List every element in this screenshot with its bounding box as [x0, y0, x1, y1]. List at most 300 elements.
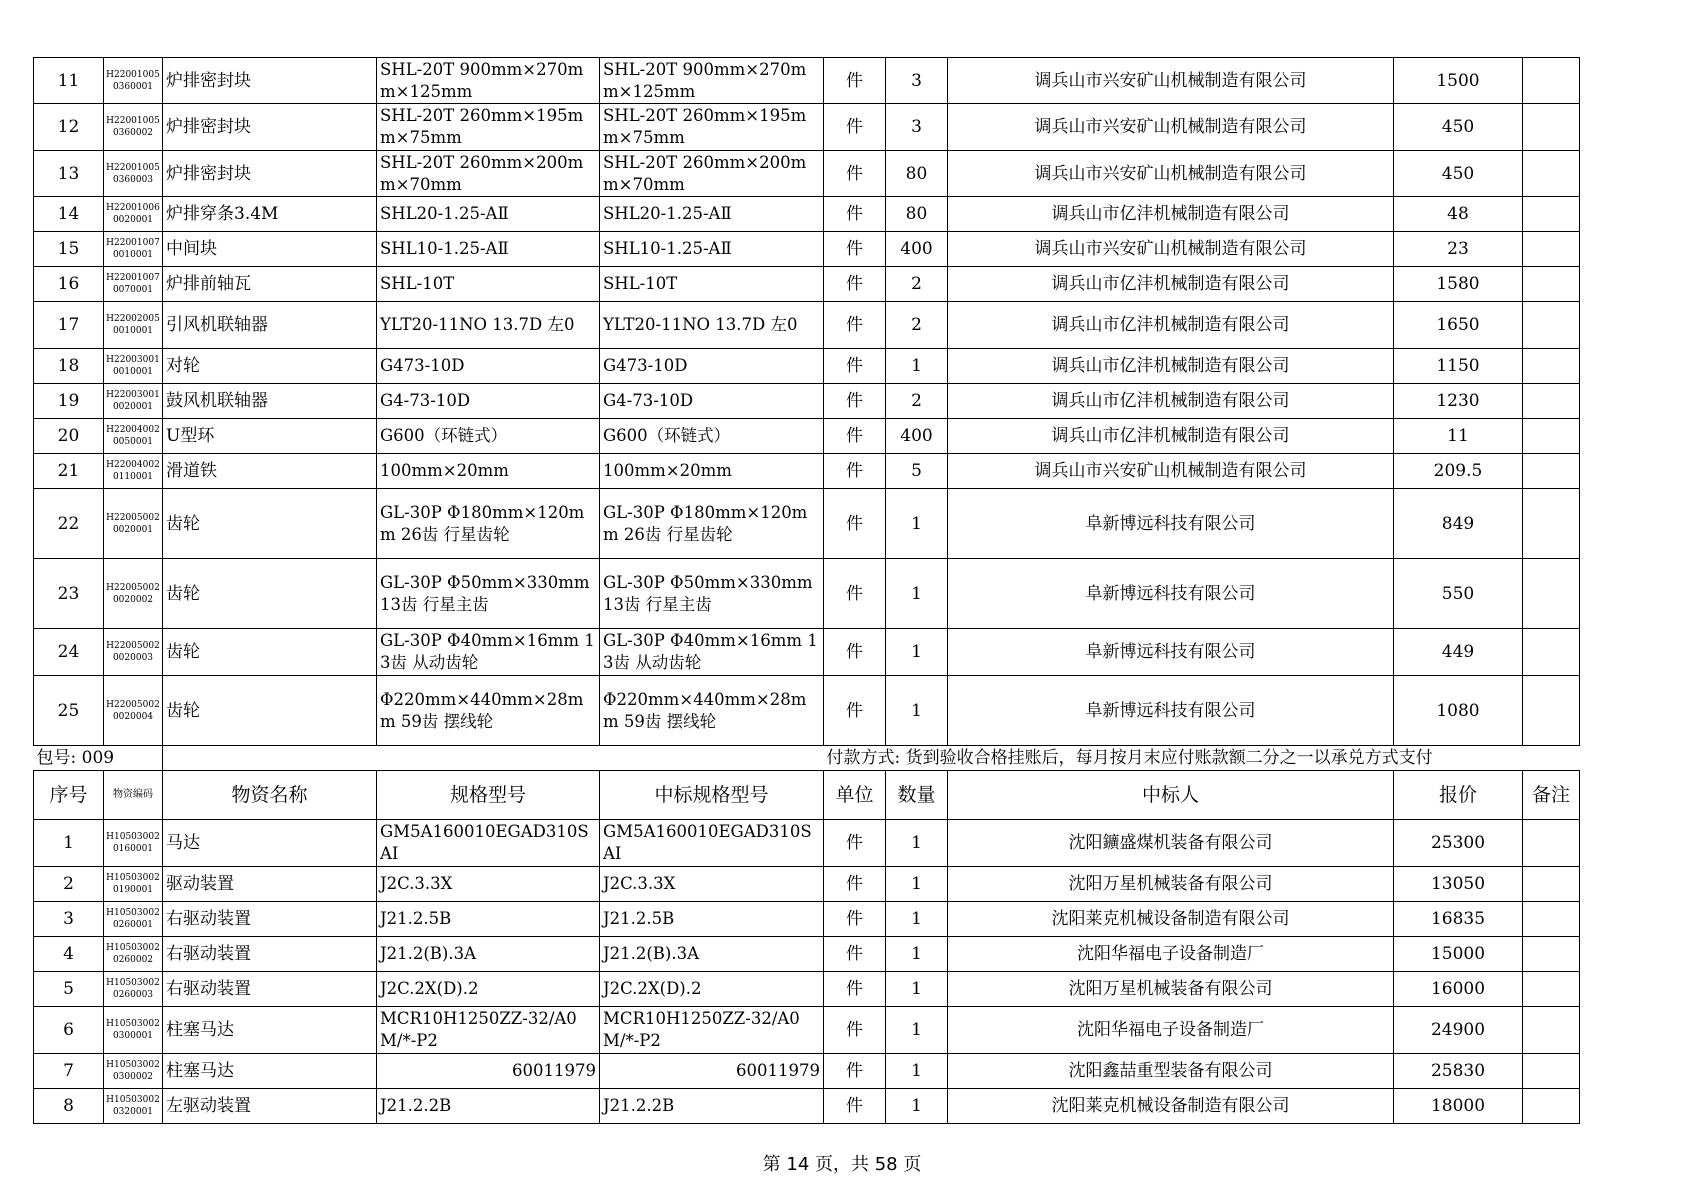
row-code — [104, 1007, 163, 1054]
row-no: 5 — [34, 972, 104, 1007]
row-code-part2: 0010001 — [112, 250, 154, 260]
row-code-part1: H22005002 — [106, 512, 160, 523]
row-code — [104, 454, 163, 489]
row-name: 右驱动装置 — [163, 972, 377, 1007]
table-row — [34, 197, 1580, 232]
table-row — [34, 1054, 1580, 1089]
row-remark — [1523, 489, 1580, 559]
row-qty: 2 — [886, 384, 948, 419]
row-bid-spec: J2C.2X(D).2 — [600, 972, 824, 1007]
row-code — [104, 104, 163, 151]
row-price: 13050 — [1394, 867, 1523, 902]
table-row — [34, 151, 1580, 197]
row-code-part1: H22005002 — [106, 582, 160, 593]
row-no: 19 — [34, 384, 104, 419]
row-unit: 件 — [824, 1007, 886, 1054]
row-winner: 阜新博远科技有限公司 — [948, 489, 1394, 559]
row-unit: 件 — [824, 419, 886, 454]
row-spec: J21.2.2B — [377, 1089, 600, 1124]
row-winner: 调兵山市亿沣机械制造有限公司 — [948, 197, 1394, 232]
row-bid-spec: GL-30P Φ180mm×120mm 26齿 行星齿轮 — [600, 489, 824, 559]
table-row — [34, 1007, 1580, 1054]
row-bid-spec: Φ220mm×440mm×28mm 59齿 摆线轮 — [600, 676, 824, 746]
row-spec: J21.2(B).3A — [377, 937, 600, 972]
row-remark — [1523, 302, 1580, 349]
row-qty: 1 — [886, 820, 948, 867]
row-qty: 1 — [886, 1054, 948, 1089]
row-unit: 件 — [824, 937, 886, 972]
table-row — [34, 629, 1580, 676]
row-spec: 60011979 — [377, 1054, 600, 1089]
row-remark — [1523, 972, 1580, 1007]
row-unit: 件 — [824, 559, 886, 629]
row-code-part1: H22005002 — [106, 641, 160, 651]
header-no: 序号 — [34, 771, 104, 820]
row-code-part1: H22004002 — [106, 460, 160, 470]
row-code — [104, 867, 163, 902]
row-no: 2 — [34, 867, 104, 902]
row-unit: 件 — [824, 302, 886, 349]
row-name: 齿轮 — [163, 489, 377, 559]
row-code-part1: H22001005 — [106, 162, 160, 173]
row-code — [104, 267, 163, 302]
row-spec: G4-73-10D — [377, 384, 600, 419]
row-code-part2: 0020001 — [112, 402, 154, 412]
row-winner: 沈阳鑫喆重型装备有限公司 — [948, 1054, 1394, 1089]
row-spec: GM5A160010EGAD310SAI — [377, 820, 600, 867]
row-winner: 沈阳莱克机械设备制造有限公司 — [948, 902, 1394, 937]
row-qty: 2 — [886, 302, 948, 349]
table-row — [34, 454, 1580, 489]
table-row — [34, 867, 1580, 902]
row-code-part1: H22001005 — [106, 116, 160, 126]
row-code-part1: H22005002 — [106, 699, 160, 710]
row-remark — [1523, 867, 1580, 902]
row-name: 炉排密封块 — [163, 151, 377, 197]
row-name: 引风机联轴器 — [163, 302, 377, 349]
row-remark — [1523, 58, 1580, 104]
row-price: 24900 — [1394, 1007, 1523, 1054]
row-name: 右驱动装置 — [163, 937, 377, 972]
row-bid-spec: SHL10-1.25-AⅡ — [600, 232, 824, 267]
row-remark — [1523, 104, 1580, 151]
row-code — [104, 151, 163, 197]
row-name: 左驱动装置 — [163, 1089, 377, 1124]
row-code-part2: 0320001 — [112, 1107, 154, 1117]
row-code — [104, 559, 163, 629]
row-winner: 调兵山市兴安矿山机械制造有限公司 — [948, 104, 1394, 151]
row-code-part1: H10503002 — [106, 1095, 160, 1105]
row-code — [104, 384, 163, 419]
row-unit: 件 — [824, 58, 886, 104]
row-winner: 调兵山市亿沣机械制造有限公司 — [948, 349, 1394, 384]
row-code — [104, 1089, 163, 1124]
section1-body — [34, 58, 1580, 746]
row-bid-spec: GL-30P Φ50mm×330mm 13齿 行星主齿 — [600, 559, 824, 629]
row-spec: SHL-20T 260mm×195mm×75mm — [377, 104, 600, 151]
row-winner: 调兵山市亿沣机械制造有限公司 — [948, 267, 1394, 302]
row-winner: 阜新博远科技有限公司 — [948, 676, 1394, 746]
table-row — [34, 104, 1580, 151]
row-qty: 400 — [886, 419, 948, 454]
row-name: 齿轮 — [163, 629, 377, 676]
table-row — [34, 58, 1580, 104]
row-code-part1: H10503002 — [106, 943, 160, 953]
row-winner: 调兵山市亿沣机械制造有限公司 — [948, 419, 1394, 454]
row-qty: 1 — [886, 559, 948, 629]
row-spec: GL-30P Φ180mm×120mm 26齿 行星齿轮 — [377, 489, 600, 559]
row-price: 11 — [1394, 419, 1523, 454]
row-code — [104, 419, 163, 454]
bid-table — [33, 57, 1580, 1124]
row-code-part2: 0360001 — [112, 81, 154, 92]
row-code-part2: 0360003 — [112, 174, 154, 185]
table-row — [34, 489, 1580, 559]
row-name: 右驱动装置 — [163, 902, 377, 937]
row-code-part2: 0300002 — [112, 1072, 154, 1082]
row-name: 炉排前轴瓦 — [163, 267, 377, 302]
row-spec: SHL-10T — [377, 267, 600, 302]
row-remark — [1523, 232, 1580, 267]
table-row — [34, 267, 1580, 302]
row-bid-spec: J21.2.2B — [600, 1089, 824, 1124]
row-bid-spec: SHL-10T — [600, 267, 824, 302]
table-row — [34, 232, 1580, 267]
payment-terms: 付款方式: 货到验收合格挂账后，每月按月末应付账款额二分之一以承兑方式支付 — [824, 746, 1580, 771]
row-remark — [1523, 384, 1580, 419]
row-code-part2: 0360002 — [112, 128, 154, 138]
row-price: 25300 — [1394, 820, 1523, 867]
row-qty: 1 — [886, 676, 948, 746]
row-spec: J2C.3.3X — [377, 867, 600, 902]
row-code — [104, 820, 163, 867]
row-no: 23 — [34, 559, 104, 629]
row-code-part2: 0260001 — [112, 920, 154, 930]
row-qty: 2 — [886, 267, 948, 302]
row-code-part1: H22002005 — [106, 314, 160, 324]
row-name: 滑道铁 — [163, 454, 377, 489]
row-qty: 1 — [886, 902, 948, 937]
row-code-part1: H22001007 — [106, 273, 160, 283]
row-price: 48 — [1394, 197, 1523, 232]
row-code — [104, 58, 163, 104]
row-code-part1: H10503002 — [106, 908, 160, 918]
row-spec: SHL-20T 260mm×200mm×70mm — [377, 151, 600, 197]
row-remark — [1523, 419, 1580, 454]
row-no: 18 — [34, 349, 104, 384]
row-spec: MCR10H1250ZZ-32/A0M/*-P2 — [377, 1007, 600, 1054]
row-unit: 件 — [824, 1054, 886, 1089]
row-no: 13 — [34, 151, 104, 197]
row-price: 450 — [1394, 151, 1523, 197]
row-unit: 件 — [824, 629, 886, 676]
row-price: 16835 — [1394, 902, 1523, 937]
row-unit: 件 — [824, 232, 886, 267]
row-price: 1650 — [1394, 302, 1523, 349]
row-no: 4 — [34, 937, 104, 972]
row-code-part2: 0020004 — [112, 711, 154, 722]
table-row — [34, 559, 1580, 629]
row-spec: Φ220mm×440mm×28mm 59齿 摆线轮 — [377, 676, 600, 746]
row-spec: GL-30P Φ40mm×16mm 13齿 从动齿轮 — [377, 629, 600, 676]
row-bid-spec: SHL-20T 260mm×200mm×70mm — [600, 151, 824, 197]
row-no: 12 — [34, 104, 104, 151]
row-bid-spec: J2C.3.3X — [600, 867, 824, 902]
header-qty: 数量 — [886, 771, 948, 820]
package-label: 包号: 009 — [34, 746, 163, 771]
row-remark — [1523, 676, 1580, 746]
row-winner: 调兵山市兴安矿山机械制造有限公司 — [948, 58, 1394, 104]
row-bid-spec: SHL20-1.25-AⅡ — [600, 197, 824, 232]
table-row — [34, 384, 1580, 419]
row-no: 16 — [34, 267, 104, 302]
row-no: 1 — [34, 820, 104, 867]
header-winner: 中标人 — [948, 771, 1394, 820]
row-bid-spec: 60011979 — [600, 1054, 824, 1089]
row-unit: 件 — [824, 867, 886, 902]
row-no: 22 — [34, 489, 104, 559]
row-qty: 1 — [886, 1007, 948, 1054]
row-code-part2: 0070001 — [112, 285, 154, 295]
row-bid-spec: G4-73-10D — [600, 384, 824, 419]
row-spec: SHL-20T 900mm×270mm×125mm — [377, 58, 600, 104]
row-winner: 沈阳华福电子设备制造厂 — [948, 1007, 1394, 1054]
row-spec: GL-30P Φ50mm×330mm 13齿 行星主齿 — [377, 559, 600, 629]
row-code — [104, 302, 163, 349]
row-remark — [1523, 454, 1580, 489]
row-code-part1: H10503002 — [106, 978, 160, 988]
row-no: 15 — [34, 232, 104, 267]
table-row — [34, 676, 1580, 746]
row-bid-spec: G473-10D — [600, 349, 824, 384]
row-price: 25830 — [1394, 1054, 1523, 1089]
row-unit: 件 — [824, 820, 886, 867]
row-qty: 1 — [886, 867, 948, 902]
table-row — [34, 972, 1580, 1007]
row-bid-spec: SHL-20T 260mm×195mm×75mm — [600, 104, 824, 151]
row-no: 6 — [34, 1007, 104, 1054]
row-remark — [1523, 1007, 1580, 1054]
row-winner: 沈阳华福电子设备制造厂 — [948, 937, 1394, 972]
row-name: 中间块 — [163, 232, 377, 267]
row-code-part1: H10503002 — [106, 832, 160, 842]
row-remark — [1523, 820, 1580, 867]
row-price: 449 — [1394, 629, 1523, 676]
row-remark — [1523, 629, 1580, 676]
row-code-part2: 0050001 — [112, 437, 154, 447]
row-spec: G473-10D — [377, 349, 600, 384]
row-price: 1150 — [1394, 349, 1523, 384]
row-name: 马达 — [163, 820, 377, 867]
table-row — [34, 937, 1580, 972]
row-remark — [1523, 1089, 1580, 1124]
row-no: 11 — [34, 58, 104, 104]
row-no: 24 — [34, 629, 104, 676]
row-code-part1: H10503002 — [106, 1019, 160, 1029]
row-code — [104, 902, 163, 937]
row-unit: 件 — [824, 151, 886, 197]
row-price: 16000 — [1394, 972, 1523, 1007]
row-code — [104, 972, 163, 1007]
row-code — [104, 232, 163, 267]
row-price: 23 — [1394, 232, 1523, 267]
row-name: U型环 — [163, 419, 377, 454]
row-qty: 1 — [886, 629, 948, 676]
row-remark — [1523, 937, 1580, 972]
row-winner: 阜新博远科技有限公司 — [948, 629, 1394, 676]
row-bid-spec: YLT20-11NO 13.7D 左0 — [600, 302, 824, 349]
row-no: 7 — [34, 1054, 104, 1089]
table-row — [34, 1089, 1580, 1124]
row-spec: G600（环链式） — [377, 419, 600, 454]
row-bid-spec: GM5A160010EGAD310SAI — [600, 820, 824, 867]
row-price: 849 — [1394, 489, 1523, 559]
row-unit: 件 — [824, 197, 886, 232]
row-winner: 调兵山市亿沣机械制造有限公司 — [948, 302, 1394, 349]
row-spec: J21.2.5B — [377, 902, 600, 937]
row-qty: 1 — [886, 349, 948, 384]
row-remark — [1523, 151, 1580, 197]
row-name: 对轮 — [163, 349, 377, 384]
row-spec: SHL20-1.25-AⅡ — [377, 197, 600, 232]
header-bid-spec: 中标规格型号 — [600, 771, 824, 820]
row-winner: 调兵山市兴安矿山机械制造有限公司 — [948, 232, 1394, 267]
table-row — [34, 302, 1580, 349]
row-winner: 沈阳万星机械装备有限公司 — [948, 867, 1394, 902]
row-price: 550 — [1394, 559, 1523, 629]
bid-result-sheet — [33, 57, 1579, 1124]
row-unit: 件 — [824, 1089, 886, 1124]
row-name: 炉排密封块 — [163, 104, 377, 151]
row-qty: 3 — [886, 58, 948, 104]
row-bid-spec: MCR10H1250ZZ-32/A0M/*-P2 — [600, 1007, 824, 1054]
header-code: 物资编码 — [104, 771, 163, 820]
header-unit: 单位 — [824, 771, 886, 820]
row-unit: 件 — [824, 676, 886, 746]
row-winner: 调兵山市兴安矿山机械制造有限公司 — [948, 151, 1394, 197]
row-code-part2: 0260003 — [112, 990, 154, 1000]
row-remark — [1523, 1054, 1580, 1089]
row-spec: 100mm×20mm — [377, 454, 600, 489]
header-name: 物资名称 — [163, 771, 377, 820]
row-name: 柱塞马达 — [163, 1054, 377, 1089]
row-remark — [1523, 197, 1580, 232]
row-name: 柱塞马达 — [163, 1007, 377, 1054]
row-price: 18000 — [1394, 1089, 1523, 1124]
row-qty: 1 — [886, 937, 948, 972]
row-code — [104, 676, 163, 746]
row-winner: 调兵山市亿沣机械制造有限公司 — [948, 384, 1394, 419]
row-qty: 80 — [886, 151, 948, 197]
row-unit: 件 — [824, 384, 886, 419]
row-winner: 沈阳莱克机械设备制造有限公司 — [948, 1089, 1394, 1124]
row-code-part1: H22001005 — [106, 69, 160, 80]
row-code-part2: 0110001 — [112, 472, 154, 482]
header-spec: 规格型号 — [377, 771, 600, 820]
row-spec: J2C.2X(D).2 — [377, 972, 600, 1007]
row-code — [104, 197, 163, 232]
row-unit: 件 — [824, 902, 886, 937]
row-winner: 沈阳鑛盛煤机装备有限公司 — [948, 820, 1394, 867]
row-price: 450 — [1394, 104, 1523, 151]
page-footer: 第 14 页，共 58 页 — [762, 1154, 922, 1175]
row-name: 鼓风机联轴器 — [163, 384, 377, 419]
row-bid-spec: 100mm×20mm — [600, 454, 824, 489]
row-bid-spec: J21.2(B).3A — [600, 937, 824, 972]
section2-body — [34, 820, 1580, 1124]
row-unit: 件 — [824, 972, 886, 1007]
package-info — [34, 746, 1580, 771]
row-bid-spec: SHL-20T 900mm×270mm×125mm — [600, 58, 824, 104]
row-unit: 件 — [824, 349, 886, 384]
table-row — [34, 902, 1580, 937]
row-spec: SHL10-1.25-AⅡ — [377, 232, 600, 267]
row-qty: 5 — [886, 454, 948, 489]
row-remark — [1523, 267, 1580, 302]
row-qty: 1 — [886, 489, 948, 559]
row-no: 25 — [34, 676, 104, 746]
row-code-part1: H22003001 — [106, 355, 160, 365]
row-price: 15000 — [1394, 937, 1523, 972]
row-no: 17 — [34, 302, 104, 349]
row-code-part2: 0300001 — [112, 1031, 154, 1041]
row-qty: 1 — [886, 972, 948, 1007]
row-code-part1: H22001007 — [106, 238, 160, 248]
column-header — [34, 771, 1580, 820]
header-price: 报价 — [1394, 771, 1523, 820]
table-row — [34, 349, 1580, 384]
row-code-part2: 0190001 — [112, 885, 154, 895]
row-code — [104, 937, 163, 972]
row-code-part2: 0020003 — [112, 653, 154, 663]
row-no: 3 — [34, 902, 104, 937]
row-code — [104, 1054, 163, 1089]
row-code-part2: 0020002 — [112, 594, 154, 605]
row-code — [104, 349, 163, 384]
row-remark — [1523, 902, 1580, 937]
row-qty: 3 — [886, 104, 948, 151]
row-code-part1: H22001006 — [106, 203, 160, 213]
row-code-part2: 0020001 — [112, 524, 154, 535]
row-price: 1230 — [1394, 384, 1523, 419]
row-code — [104, 489, 163, 559]
row-code-part1: H10503002 — [106, 1060, 160, 1070]
row-name: 驱动装置 — [163, 867, 377, 902]
row-bid-spec: J21.2.5B — [600, 902, 824, 937]
row-price: 209.5 — [1394, 454, 1523, 489]
row-qty: 400 — [886, 232, 948, 267]
row-code-part2: 0160001 — [112, 844, 154, 854]
row-qty: 1 — [886, 1089, 948, 1124]
row-code-part2: 0010001 — [112, 367, 154, 377]
row-code-part1: H22003001 — [106, 390, 160, 400]
row-winner: 阜新博远科技有限公司 — [948, 559, 1394, 629]
row-price: 1080 — [1394, 676, 1523, 746]
row-winner: 调兵山市兴安矿山机械制造有限公司 — [948, 454, 1394, 489]
row-remark — [1523, 349, 1580, 384]
header-remark: 备注 — [1523, 771, 1580, 820]
row-code-part2: 0260002 — [112, 955, 154, 965]
row-name: 炉排密封块 — [163, 58, 377, 104]
row-name: 炉排穿条3.4M — [163, 197, 377, 232]
row-qty: 80 — [886, 197, 948, 232]
row-spec: YLT20-11NO 13.7D 左0 — [377, 302, 600, 349]
row-name: 齿轮 — [163, 676, 377, 746]
row-code-part1: H10503002 — [106, 873, 160, 883]
row-unit: 件 — [824, 267, 886, 302]
row-code-part2: 0020001 — [112, 215, 154, 225]
row-code — [104, 629, 163, 676]
